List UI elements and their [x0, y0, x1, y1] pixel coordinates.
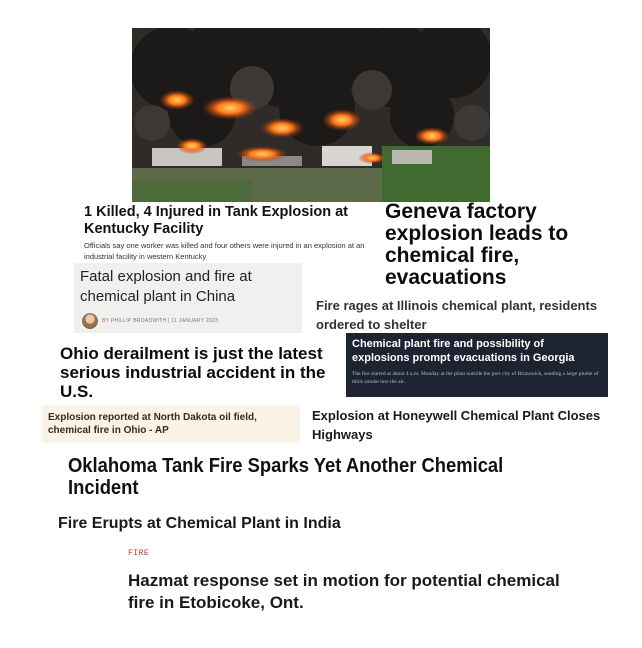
category-tag-fire[interactable]: FIRE	[128, 549, 150, 558]
headline-hazmat[interactable]: Hazmat response set in motion for potential chemical fire in Etobicoke, Ont.	[128, 571, 560, 612]
summary-georgia: The fire started at about 4 a.m. Monday at the plant outside the port city of Brunswick, sending a large plume of thick smoke into the air.	[352, 371, 599, 385]
card-north-dakota[interactable]	[42, 405, 300, 443]
headline-geneva[interactable]: Geneva factory explosion leads to chemical fire, evacuations	[385, 200, 569, 289]
fire-photo	[132, 28, 490, 202]
headline-india[interactable]: Fire Erupts at Chemical Plant in India	[58, 515, 341, 532]
headline-illinois[interactable]: Fire rages at Illinois chemical plant, residents ordered to shelter	[316, 298, 598, 332]
headline-oklahoma[interactable]: Oklahoma Tank Fire Sparks Yet Another Chemical Incident	[68, 455, 504, 499]
headline-ohio[interactable]: Ohio derailment is just the latest serious industrial accident in the U.S.	[60, 344, 326, 401]
card-china[interactable]	[74, 263, 302, 333]
headline-china[interactable]: Fatal explosion and fire at chemical plant in China	[80, 268, 252, 305]
author-avatar	[82, 313, 98, 329]
card-georgia[interactable]	[346, 333, 608, 397]
headline-georgia[interactable]: Chemical plant fire and possibility of explosions prompt evacuations in Georgia	[352, 338, 575, 364]
headline-north-dakota[interactable]: Explosion reported at North Dakota oil field, chemical fire in Ohio - AP	[48, 412, 257, 436]
summary-kentucky: Officials say one worker was killed and four others were injured in an explosion at an industrial facility in western Kentucky	[84, 241, 365, 261]
fire-photo-illustration	[132, 28, 490, 202]
byline-china: BY PHILLIP BROADWITH | 11 JANUARY 2023	[102, 318, 219, 324]
headline-honeywell[interactable]: Explosion at Honeywell Chemical Plant Closes Highways	[312, 408, 601, 442]
headline-kentucky[interactable]: 1 Killed, 4 Injured in Tank Explosion at Kentucky Facility	[84, 204, 349, 237]
